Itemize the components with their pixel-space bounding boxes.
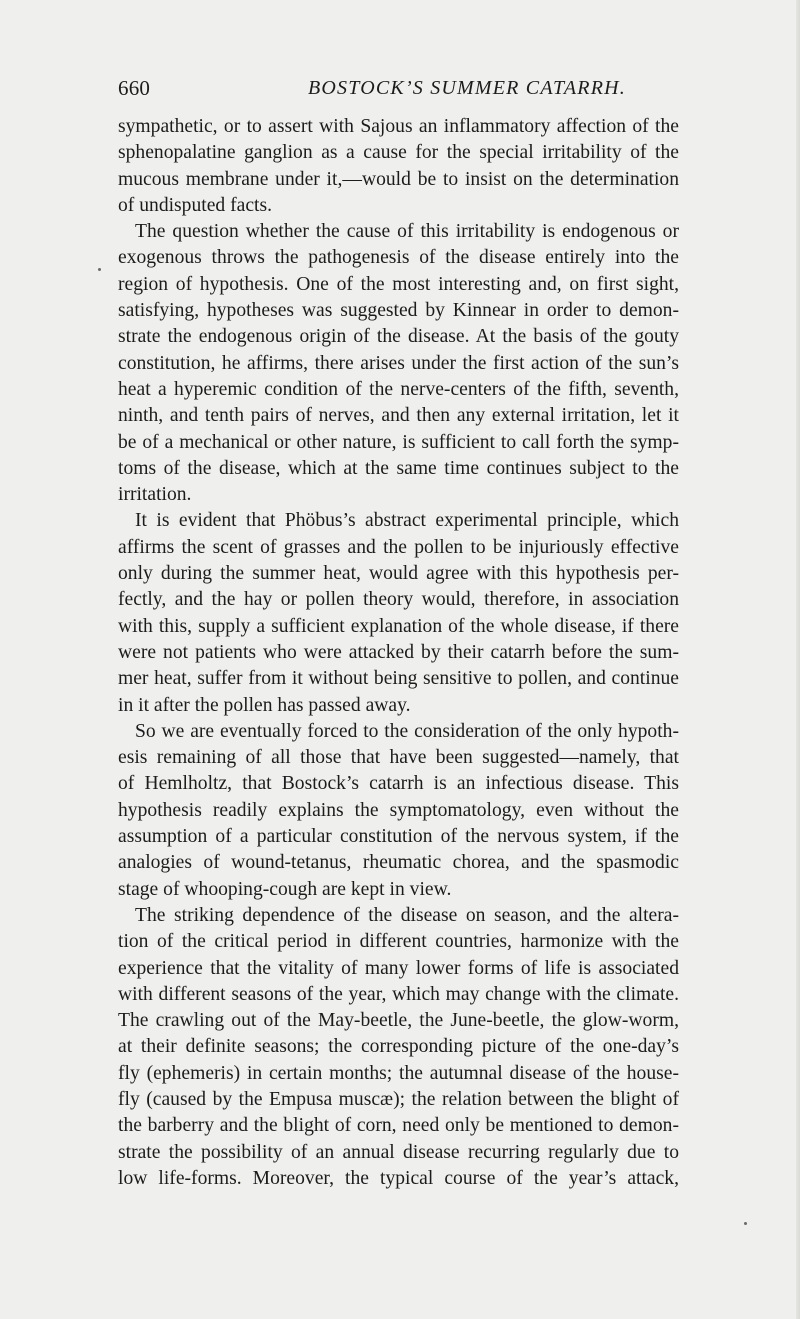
paragraph-start-line: The striking dependence of the disease on season, and the altera- xyxy=(135,904,679,926)
text-line: experience that the vitality of many lower forms of life is associated xyxy=(118,957,679,979)
text-line: tion of the critical period in different countries, harmonize with the xyxy=(118,931,679,953)
running-title: BOSTOCK’S SUMMER CATARRH. xyxy=(308,77,626,99)
text-line: esis remaining of all those that have been suggested—namely, that xyxy=(118,747,679,769)
text-line: fectly, and the hay or pollen theory would, therefore, in association xyxy=(118,589,679,611)
text-line: exogenous throws the pathogenesis of the disease entirely into the xyxy=(118,247,679,269)
page-header xyxy=(118,76,678,108)
text-line: only during the summer heat, would agree with this hypothesis per- xyxy=(118,563,679,585)
text-line: constitution, he affirms, there arises under the first action of the sun’s xyxy=(118,352,679,374)
text-line: the barberry and the blight of corn, need only be mentioned to demon- xyxy=(118,1115,679,1137)
text-line: assumption of a particular constitution of the nervous system, if the xyxy=(118,826,679,848)
text-line: strate the possibility of an annual disease recurring regularly due to xyxy=(118,1141,679,1163)
text-line: hypothesis readily explains the symptomatology, even without the xyxy=(118,799,679,821)
text-line: in it after the pollen has passed away. xyxy=(118,694,411,716)
text-line: irritation. xyxy=(118,484,192,506)
text-line: The crawling out of the May-beetle, the June-beetle, the glow-worm, xyxy=(118,1010,679,1032)
text-line: sphenopalatine ganglion as a cause for the special irritability of the xyxy=(118,142,679,164)
text-line: heat a hyperemic condition of the nerve-centers of the fifth, seventh, xyxy=(118,378,679,400)
text-line: mucous membrane under it,—would be to insist on the determination xyxy=(118,168,679,190)
text-line: fly (caused by the Empusa muscæ); the relation between the blight of xyxy=(118,1088,679,1110)
text-line: ninth, and tenth pairs of nerves, and then any external irritation, let it xyxy=(118,405,679,427)
paper-speck xyxy=(98,268,101,271)
text-line: strate the endogenous origin of the disease. At the basis of the gouty xyxy=(118,326,679,348)
paper-speck xyxy=(744,1222,747,1225)
text-line: toms of the disease, which at the same time continues subject to the xyxy=(118,457,679,479)
text-line: affirms the scent of grasses and the pollen to be injuriously effective xyxy=(118,536,679,558)
text-line: sympathetic, or to assert with Sajous an inflammatory affection of the xyxy=(118,116,679,137)
text-line: with this, supply a sufficient explanation of the whole disease, if there xyxy=(118,615,679,637)
text-line: region of hypothesis. One of the most interesting and, on first sight, xyxy=(118,273,679,295)
text-line: mer heat, suffer from it without being sensitive to pollen, and continue xyxy=(118,668,679,690)
text-line: satisfying, hypotheses was suggested by Kinnear in order to demon- xyxy=(118,300,679,322)
paragraph-start-line: So we are eventually forced to the consideration of the only hypoth- xyxy=(135,720,679,742)
paragraph-start-line: It is evident that Phöbus’s abstract experimental principle, which xyxy=(135,510,679,532)
text-line: low life-forms. Moreover, the typical course of the year’s attack, xyxy=(118,1167,679,1189)
page-number: 660 xyxy=(118,76,151,100)
text-line: were not patients who were attacked by their catarrh before the sum- xyxy=(118,641,679,663)
text-line: be of a mechanical or other nature, is sufficient to call forth the symp- xyxy=(118,431,679,453)
text-line: of Hemlholtz, that Bostock’s catarrh is an infectious disease. This xyxy=(118,773,679,795)
text-line: at their definite seasons; the corresponding picture of the one-day’s xyxy=(118,1036,679,1058)
text-line: fly (ephemeris) in certain months; the autumnal disease of the house- xyxy=(118,1062,679,1084)
page-edge-shadow xyxy=(796,0,800,1319)
paragraph-start-line: The question whether the cause of this irritability is endogenous or xyxy=(135,221,679,243)
text-line: with different seasons of the year, which may change with the climate. xyxy=(118,983,679,1005)
text-line: stage of whooping-cough are kept in view. xyxy=(118,878,452,900)
text-line: of undisputed facts. xyxy=(118,194,272,216)
text-line: analogies of wound-tetanus, rheumatic chorea, and the spasmodic xyxy=(118,852,679,874)
body-text xyxy=(118,114,679,1192)
